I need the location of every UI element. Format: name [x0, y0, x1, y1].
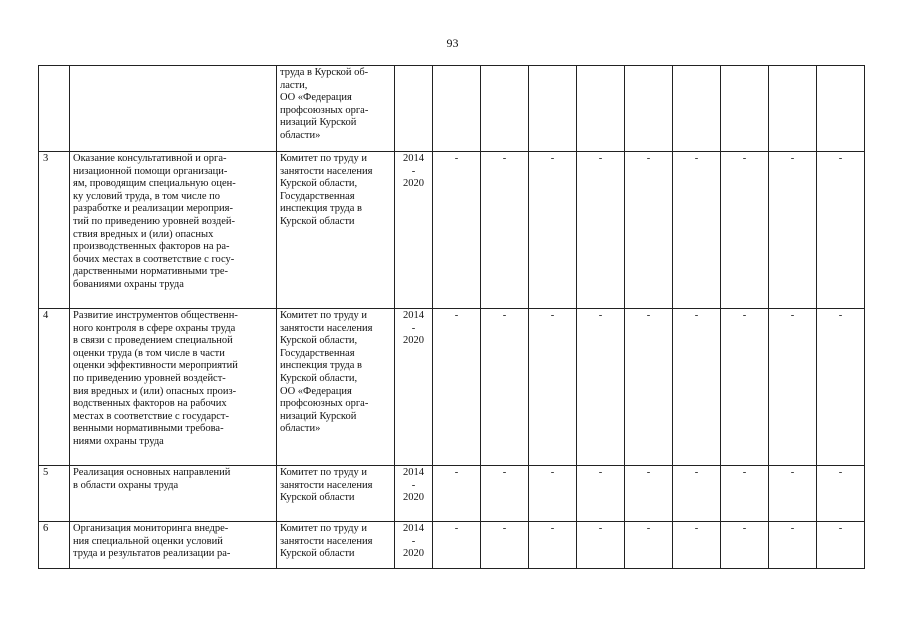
table-row: [39, 522, 865, 569]
value-cell-1: -: [433, 152, 481, 309]
executor-line: занятости населения: [280, 165, 373, 177]
executors-cell: [277, 466, 395, 522]
measure-cell: [70, 522, 277, 569]
executor-line: труда в Курской об-: [280, 67, 369, 78]
period-line: 2014: [403, 467, 424, 478]
measure-line: бованиями охраны труда: [73, 278, 184, 290]
value-cell-4: -: [577, 152, 625, 309]
value-cell-6: -: [673, 309, 721, 466]
value-cell-6: -: [673, 522, 721, 569]
value-cell-7: -: [721, 152, 769, 309]
period-cell: [395, 522, 433, 569]
value-cell-9: [817, 66, 865, 152]
executor-line: Государственная: [280, 190, 355, 202]
measure-line: в связи с проведением специальной: [73, 335, 233, 347]
executor-line: Курской области: [280, 548, 355, 560]
executor-line: Государственная: [280, 347, 355, 359]
value-cell-5: [625, 66, 673, 152]
value-cell-5: -: [625, 152, 673, 309]
period-cell: [395, 152, 433, 309]
period-cell: [395, 466, 433, 522]
value-cell-6: -: [673, 466, 721, 522]
executor-line: ОО «Федерация: [280, 385, 352, 397]
value-cell-5: -: [625, 522, 673, 569]
measure-line: оценки труда (в том числе в части: [73, 347, 225, 359]
measure-line: вия вредных и (или) опасных произ-: [73, 385, 237, 397]
executor-line: ласти,: [280, 79, 308, 91]
period-line: -: [411, 479, 416, 491]
executor-line: занятости населения: [280, 322, 373, 334]
value-cell-3: -: [529, 309, 577, 466]
measure-cell: [70, 309, 277, 466]
executor-line: Курской области: [280, 492, 355, 504]
value-cell-4: -: [577, 522, 625, 569]
executors-cell: [277, 522, 395, 569]
measure-line: водственных факторов на рабочих: [73, 398, 227, 410]
measure-line: тий по приведению уровней воздей-: [73, 215, 236, 227]
value-cell-5: -: [625, 309, 673, 466]
measure-line: Развитие инструментов общественн-: [73, 310, 238, 321]
period-line: -: [411, 535, 416, 547]
value-cell-3: [529, 66, 577, 152]
value-cell-1: -: [433, 466, 481, 522]
value-cell-3: -: [529, 466, 577, 522]
executor-line: занятости населения: [280, 479, 373, 491]
executors-cell: [277, 309, 395, 466]
value-cell-5: -: [625, 466, 673, 522]
executor-line: области»: [280, 423, 321, 435]
measure-line: труда и результатов реализации ра-: [73, 548, 231, 560]
executor-line: Курской области,: [280, 372, 358, 384]
value-cell-4: [577, 66, 625, 152]
value-cell-9: -: [817, 309, 865, 466]
value-cell-8: -: [769, 309, 817, 466]
value-cell-9: -: [817, 152, 865, 309]
executor-line: Курской области,: [280, 335, 358, 347]
measure-line: Реализация основных направлений: [73, 467, 231, 478]
measure-line: в области охраны труда: [73, 479, 179, 491]
period-line: 2014: [403, 523, 424, 534]
measure-cell: [70, 66, 277, 152]
row-number: 6: [39, 522, 70, 569]
value-cell-6: [673, 66, 721, 152]
measure-line: дарственными нормативными тре-: [73, 266, 229, 278]
measure-cell: [70, 466, 277, 522]
executor-line: Комитет по труду и: [280, 310, 368, 321]
value-cell-4: -: [577, 466, 625, 522]
period-line: 2020: [403, 492, 424, 504]
table-row: [39, 152, 865, 309]
row-number: 5: [39, 466, 70, 522]
period-line: -: [411, 165, 416, 177]
measures-table: [38, 65, 865, 569]
measure-line: венными нормативными требова-: [73, 423, 224, 435]
executor-line: инспекция труда в: [280, 203, 362, 215]
period-line: 2020: [403, 548, 424, 560]
executor-line: низаций Курской: [280, 117, 357, 129]
page-number: 93: [446, 36, 459, 50]
value-cell-2: -: [481, 466, 529, 522]
table-row: [39, 66, 865, 152]
value-cell-3: -: [529, 522, 577, 569]
value-cell-8: -: [769, 466, 817, 522]
measure-line: ниями охраны труда: [73, 435, 164, 447]
value-cell-9: -: [817, 522, 865, 569]
measure-line: ного контроля в сфере охраны труда: [73, 322, 236, 334]
measure-line: низационной помощи организаци-: [73, 165, 228, 177]
value-cell-8: -: [769, 152, 817, 309]
period-line: 2020: [403, 335, 424, 347]
measure-line: Организация мониторинга внедре-: [73, 523, 229, 534]
value-cell-7: -: [721, 309, 769, 466]
value-cell-1: -: [433, 309, 481, 466]
executor-line: инспекция труда в: [280, 360, 362, 372]
executor-line: области»: [280, 129, 321, 141]
period-line: 2020: [403, 178, 424, 190]
measure-line: ям, проводящим специальную оцен-: [73, 178, 236, 190]
period-cell: [395, 66, 433, 152]
value-cell-6: -: [673, 152, 721, 309]
measure-line: разработке и реализации мероприя-: [73, 203, 233, 215]
measure-line: оценки эффективности мероприятий: [73, 360, 238, 372]
executor-line: ОО «Федерация: [280, 92, 352, 104]
period-cell: [395, 309, 433, 466]
value-cell-3: -: [529, 152, 577, 309]
executor-line: Комитет по труду и: [280, 153, 368, 164]
value-cell-8: -: [769, 522, 817, 569]
executor-line: низаций Курской: [280, 410, 357, 422]
period-line: 2014: [403, 153, 424, 164]
value-cell-1: [433, 66, 481, 152]
executors-cell: [277, 152, 395, 309]
row-number: 4: [39, 309, 70, 466]
measure-line: производственных факторов на ра-: [73, 241, 230, 253]
value-cell-1: -: [433, 522, 481, 569]
value-cell-7: [721, 66, 769, 152]
value-cell-7: -: [721, 466, 769, 522]
period-line: 2014: [403, 310, 424, 321]
value-cell-2: -: [481, 152, 529, 309]
executor-line: Комитет по труду и: [280, 467, 368, 478]
value-cell-2: -: [481, 522, 529, 569]
table-row: [39, 309, 865, 466]
value-cell-4: -: [577, 309, 625, 466]
table-row: [39, 466, 865, 522]
measure-cell: [70, 152, 277, 309]
measure-line: ствия вредных и (или) опасных: [73, 228, 214, 240]
value-cell-8: [769, 66, 817, 152]
measure-line: Оказание консультативной и орга-: [73, 153, 227, 164]
value-cell-9: -: [817, 466, 865, 522]
executors-cell: [277, 66, 395, 152]
measure-line: бочих местах в соответствие с госу-: [73, 253, 235, 265]
measure-line: ния специальной оценки условий: [73, 535, 223, 547]
executor-line: профсоюзных орга-: [280, 398, 369, 410]
executor-line: Курской области,: [280, 178, 358, 190]
executor-line: Курской области: [280, 215, 355, 227]
measure-line: местах в соответствие с государст-: [73, 410, 230, 422]
measure-line: ку условий труда, в том числе по: [73, 190, 221, 202]
row-number: [39, 66, 70, 152]
row-number: 3: [39, 152, 70, 309]
value-cell-7: -: [721, 522, 769, 569]
value-cell-2: -: [481, 309, 529, 466]
executor-line: занятости населения: [280, 535, 373, 547]
executor-line: Комитет по труду и: [280, 523, 368, 534]
measure-line: по приведению уровней воздейст-: [73, 372, 226, 384]
executor-line: профсоюзных орга-: [280, 104, 369, 116]
value-cell-2: [481, 66, 529, 152]
period-line: -: [411, 322, 416, 334]
